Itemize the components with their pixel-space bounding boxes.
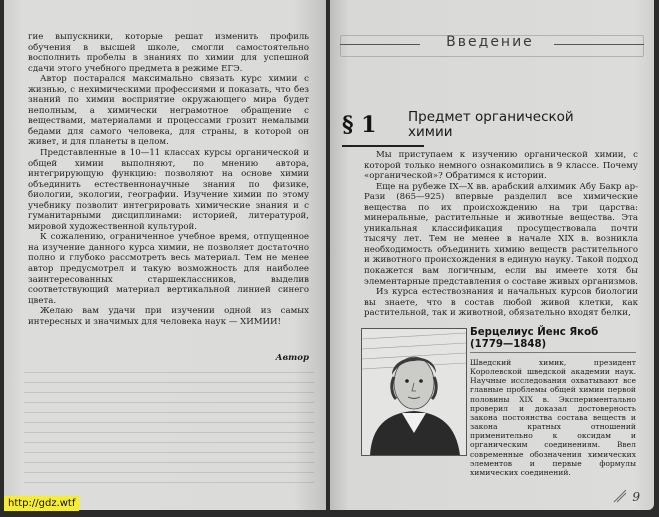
paragraph: Представленные в 10—11 классах курсы органической и общей химии выполняют, по мнению автора, интегрирующую функцию: позволяют на основе химии объединить естественнонаучные знания по физике, биологии, экологии, географии. Изучение химии по этому учебнику позволит интегрировать химические знания и с гуманитарными дисциплинами: историей, литературой, мировой художественной культурой. bbox=[28, 148, 309, 232]
page-corner-ornament-icon bbox=[612, 488, 628, 504]
right-page-text bbox=[364, 150, 638, 319]
left-page-text bbox=[28, 32, 309, 327]
header-rule bbox=[340, 44, 420, 45]
bleed-through-shadow bbox=[24, 372, 314, 492]
paragraph: Мы приступаем к изучению органической химии, с которой только немного ознакомились в 9 классе. Почему «органической»? Обратимся к истории. bbox=[364, 150, 638, 182]
biography-name bbox=[470, 327, 640, 351]
header-rule bbox=[554, 44, 644, 45]
scientist-name: Берцелиус Йенс Якоб bbox=[470, 327, 599, 338]
chapter-header bbox=[340, 31, 644, 57]
biography-text: Шведский химик, президент Королевской шведской академии наук. Научные исследования охватывают все главные проблемы общей химии первой половины XIX в. Экспериментально проверил и доказал достоверность закона постоянства состава веществ и закона кратных отношений применительно к оксидам и органическим соединениям. Ввел современные обозначения химических элементов и первые формулы химических соединений. bbox=[470, 358, 636, 477]
page-number-label: 9 bbox=[632, 490, 640, 504]
chapter-title: Введение bbox=[446, 34, 534, 50]
biography-rule bbox=[470, 352, 636, 353]
paragraph: Автор постарался максимально связать курс химии с жизнью, с нехимическими профессиями и показать, что без знаний по химии восприятие окружающего мира будет неполным, а химически неграмотное обращение с веществами, материалами и процессами грозит немалыми бедами для самого человека, для страны, в которой он живет, и для планеты в целом. bbox=[28, 74, 309, 148]
section-title: Предмет органической химии bbox=[408, 109, 574, 140]
right-page bbox=[330, 0, 654, 510]
page-number bbox=[632, 490, 640, 504]
section-number bbox=[342, 112, 412, 142]
left-page bbox=[4, 0, 326, 510]
section-number-label: § 1 bbox=[342, 112, 377, 138]
section-underline bbox=[342, 145, 424, 147]
portrait-image bbox=[361, 328, 467, 456]
paragraph: Желаю вам удачи при изучении одной из самых интересных и значимых для человека наук — ХИМИИ! bbox=[28, 306, 309, 327]
watermark-link[interactable]: http://gdz.wtf bbox=[4, 496, 79, 511]
author-signature: Автор bbox=[275, 353, 309, 363]
paragraph: Из курса естествознания и начальных курсов биологии вы знаете, что в состав любой живой клетки, как растительной, так и животной, обязательно входят белки, bbox=[364, 287, 638, 319]
biography-box bbox=[358, 323, 642, 499]
paragraph: Еще на рубеже IX—X вв. арабский алхимик Абу Бакр ар-Рази (865—925) впервые разделил все химические вещества по их происхождению на три царства: минеральные, растительные и животные вещества. Эта уникальная классификация просуществовала почти тысячу лет. Тем не менее в начале XIX в. возникла необходимость объединить химию веществ растительного и животного происхождения в единую науку. Такой подход покажется вам логичным, если вы имеете хотя бы элементарные представления о составе живых организмов. bbox=[364, 181, 638, 287]
paragraph: гие выпускники, которые решат изменить профиль обучения в высшей школе, смогли самостоятельно восполнить пробелы в знаниях по химии для успешной сдачи этого учебного предмета в режиме ЕГЭ. bbox=[28, 32, 309, 74]
paragraph: К сожалению, ограниченное учебное время, отпущенное на изучение данного курса химии, не позволяет достаточно полно и глубоко рассмотреть весь материал. Тем не менее автор предусмотрел и такую возможность для наиболее заинтересованных старшеклассников, выделив соответствующий материал вертикальной линией синего цвета. bbox=[28, 232, 309, 306]
berzelius-portrait-icon bbox=[362, 329, 466, 455]
scientist-years: (1779—1848) bbox=[470, 339, 547, 350]
